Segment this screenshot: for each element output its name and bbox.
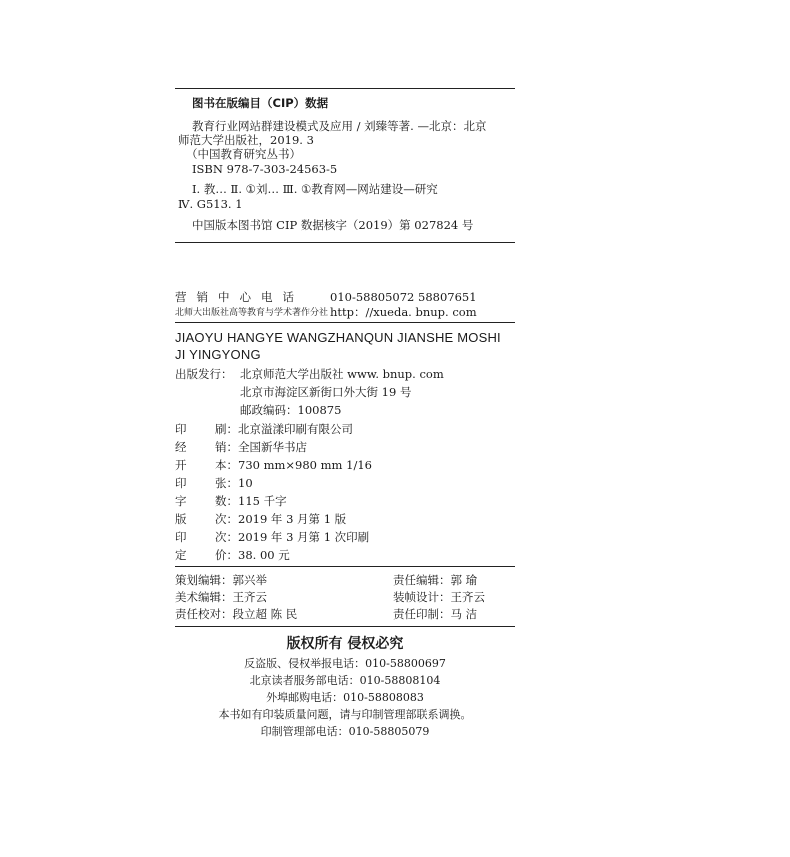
cip-subjects: Ⅰ. 教… Ⅱ. ①刘… Ⅲ. ①教育网—网站建设—研究 (192, 182, 438, 196)
pinyin-title-line-2: JI YINGYONG (175, 347, 261, 362)
marketing-rule (175, 322, 515, 323)
responsible-editor: 责任编辑：郭 瑜 (393, 573, 478, 587)
marketing-label: 营销中心电话 (175, 290, 304, 304)
mail-order-phone: 外埠邮购电话：010-58808083 (266, 691, 424, 704)
cip-line-1: 教育行业网站群建设模式及应用 / 刘臻等著. —北京：北京 (192, 119, 487, 133)
publisher-address: 北京市海淀区新街口外大街 19 号 (240, 385, 412, 399)
cip-bottom-rule (175, 242, 515, 243)
print-supervisor: 责任印制：马 洁 (393, 607, 478, 621)
art-editor: 美术编辑：王齐云 (175, 590, 267, 604)
reader-service-phone: 北京读者服务部电话：010-58808104 (249, 674, 441, 687)
cip-verification: 中国版本图书馆 CIP 数据核字（2019）第 027824 号 (192, 218, 474, 232)
info-row: 字 数：115 千字 (175, 494, 287, 508)
marketing-phones: 010-58805072 58807651 (330, 290, 477, 304)
piracy-report-phone: 反盗版、侵权举报电话：010-58800697 (244, 657, 446, 670)
proofreader: 责任校对：段立超 陈 民 (175, 607, 298, 621)
rights-title: 版权所有 侵权必究 (286, 636, 404, 652)
publisher-label: 出版发行： (175, 367, 233, 381)
cip-classification: Ⅳ. G513. 1 (178, 197, 243, 211)
cip-isbn: ISBN 978-7-303-24563-5 (192, 162, 338, 176)
top-rule (175, 88, 515, 89)
planning-editor: 策划编辑：郭兴举 (175, 573, 267, 587)
cip-line-2: 师范大学出版社，2019. 3 (178, 133, 314, 147)
info-row: 印 次：2019 年 3 月第 1 次印刷 (175, 530, 370, 544)
rights-rule (175, 626, 515, 627)
quality-notice: 本书如有印装质量问题，请与印制管理部联系调换。 (218, 708, 472, 721)
print-management-phone: 印制管理部电话：010-58805079 (260, 725, 430, 738)
postal-code: 邮政编码：100875 (240, 403, 342, 417)
info-row: 开 本：730 mm×980 mm 1/16 (175, 458, 372, 472)
info-row: 印 刷：北京溢漾印刷有限公司 (175, 422, 353, 436)
pinyin-title-line-1: JIAOYU HANGYE WANGZHANQUN JIANSHE MOSHI (175, 330, 501, 345)
info-row: 版 次：2019 年 3 月第 1 版 (175, 512, 347, 526)
info-row: 定 价：38. 00 元 (175, 548, 290, 562)
info-row: 经 销：全国新华书店 (175, 440, 307, 454)
publisher: 北京师范大学出版社 www. bnup. com (240, 367, 444, 381)
info-row: 印 张：10 (175, 476, 253, 490)
cip-series: （中国教育研究丛书） (186, 147, 301, 161)
marketing-branch: 北师大出版社高等教育与学术著作分社 (175, 308, 329, 318)
binding-designer: 装帧设计：王齐云 (393, 590, 485, 604)
staff-rule (175, 566, 515, 567)
cip-title: 图书在版编目（CIP）数据 (192, 96, 329, 110)
marketing-url: http：//xueda. bnup. com (330, 305, 477, 319)
